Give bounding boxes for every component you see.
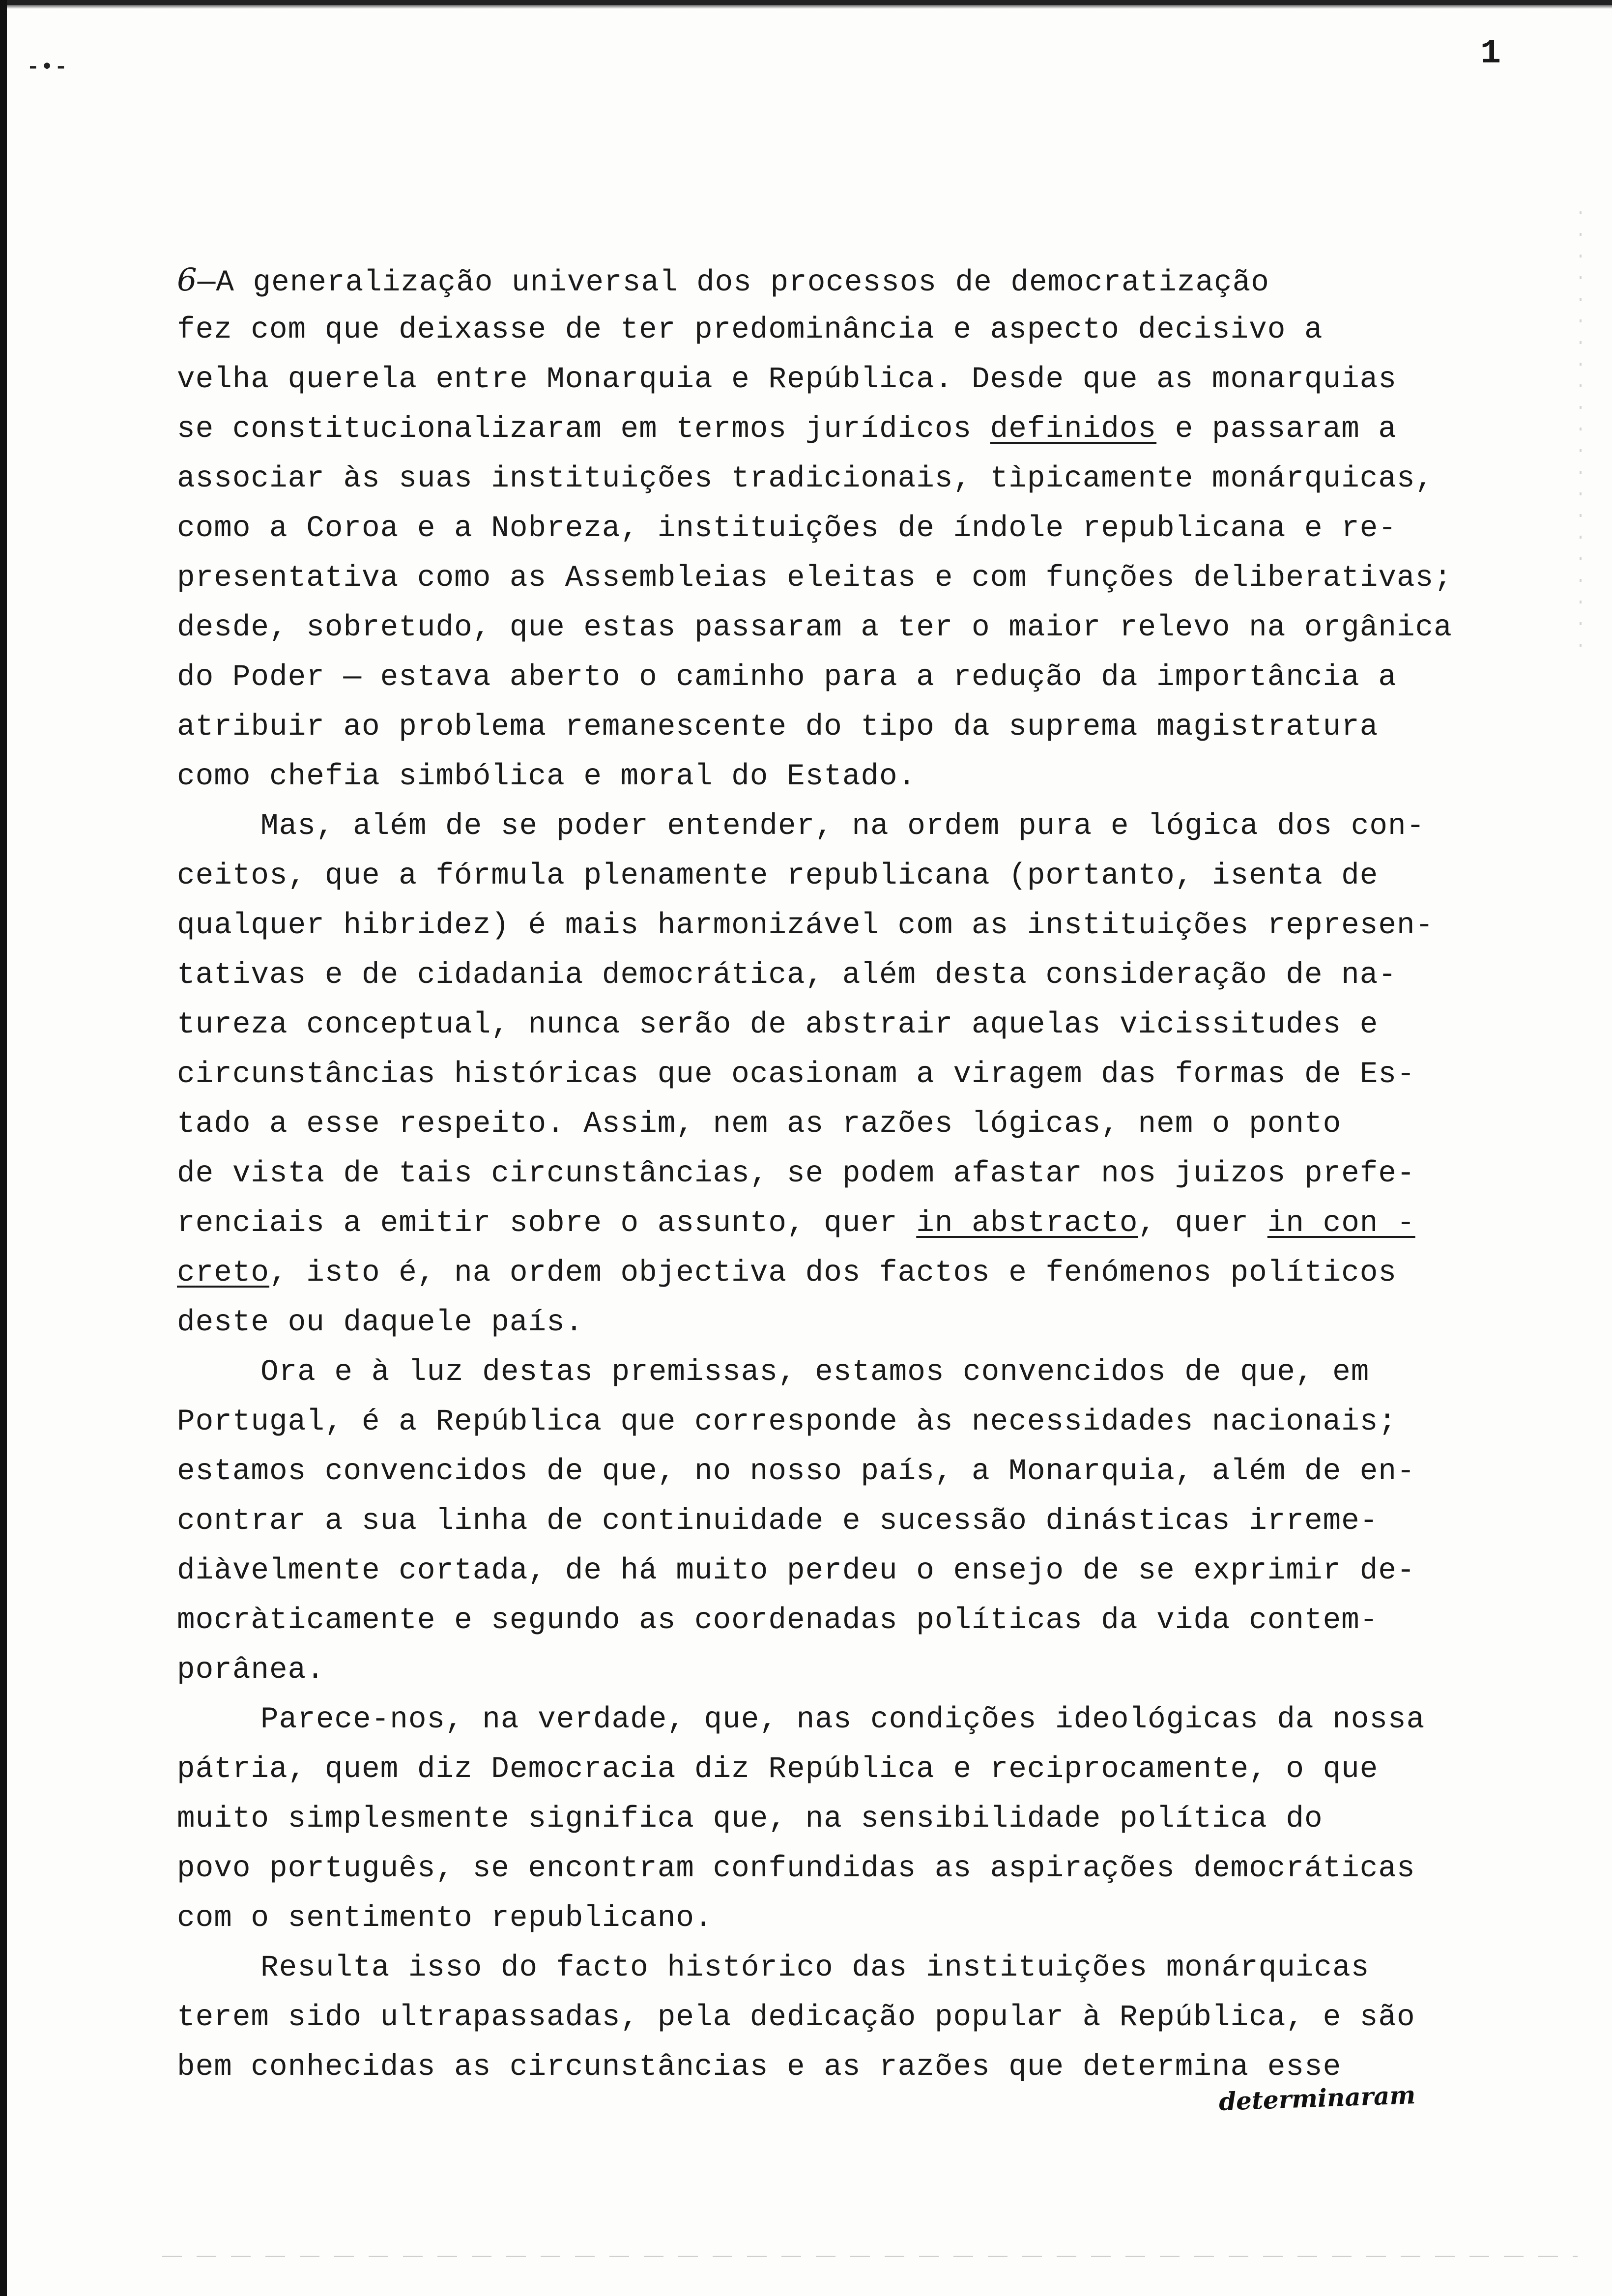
text-line: porânea. bbox=[177, 1653, 325, 1687]
text-line: terem sido ultrapassadas, pela dedicação popular à República, e são bbox=[177, 2001, 1415, 2035]
text-line: fez com que deixasse de ter predominância e aspecto decisivo a bbox=[177, 313, 1323, 347]
text-line: renciais a emitir sobre o assunto, quer in abstracto, quer in con - bbox=[177, 1206, 1415, 1240]
page-number: 1 bbox=[1480, 34, 1501, 73]
text-line: ceitos, que a fórmula plenamente republicana (portanto, isenta de bbox=[177, 859, 1379, 893]
scan-top-edge bbox=[0, 0, 1612, 5]
underlined-phrase: in con - bbox=[1267, 1206, 1415, 1240]
corner-mark: -•- bbox=[27, 55, 69, 80]
text-line: tativas e de cidadania democrática, além desta consideração de na- bbox=[177, 958, 1397, 992]
paragraph-2 bbox=[177, 802, 1573, 1348]
underlined-word: creto bbox=[177, 1256, 270, 1290]
paragraph-4 bbox=[177, 1695, 1573, 1943]
text-line: Mas, além de se poder entender, na ordem pura e lógica dos con- bbox=[260, 809, 1425, 843]
text-line: estamos convencidos de que, no nosso país, a Monarquia, além de en- bbox=[177, 1455, 1415, 1489]
text-line: circunstâncias históricas que ocasionam a viragem das formas de Es- bbox=[177, 1058, 1415, 1091]
text-line: creto, isto é, na ordem objectiva dos factos e fenómenos políticos bbox=[177, 1256, 1397, 1290]
text-line: contrar a sua linha de continuidade e sucessão dinásticas irreme- bbox=[177, 1504, 1379, 1538]
scan-bottom-marks bbox=[162, 2256, 1578, 2257]
text-line: 6—A generalização universal dos processos de democratização bbox=[177, 262, 1269, 300]
text-line: bem conhecidas as circunstâncias e as razões que determina esse bbox=[177, 2050, 1342, 2084]
text-line: associar às suas instituições tradicionais, tìpicamente monárquicas, bbox=[177, 462, 1434, 496]
text-line: com o sentimento republicano. bbox=[177, 1901, 713, 1935]
text-line: tureza conceptual, nunca serão de abstrair aquelas vicissitudes e bbox=[177, 1008, 1379, 1042]
scan-top-shadow bbox=[7, 5, 1612, 9]
text-line: Resulta isso do facto histórico das instituições monárquicas bbox=[260, 1951, 1370, 1985]
section-number: 6 bbox=[177, 262, 198, 298]
text-line: como a Coroa e a Nobreza, instituições de índole republicana e re- bbox=[177, 512, 1397, 545]
text-line: pátria, quem diz Democracia diz República e reciprocamente, o que bbox=[177, 1752, 1379, 1786]
paragraph-5 bbox=[177, 1943, 1573, 2092]
text-line: presentativa como as Assembleias eleitas e com funções deliberativas; bbox=[177, 561, 1452, 595]
text-line: desde, sobretudo, que estas passaram a ter o maior relevo na orgânica bbox=[177, 611, 1452, 645]
text-line: Parece-nos, na verdade, que, nas condições ideológicas da nossa bbox=[260, 1703, 1425, 1737]
text-line: de vista de tais circunstâncias, se podem afastar nos juizos prefe- bbox=[177, 1157, 1415, 1191]
text-line: povo português, se encontram confundidas as aspirações democráticas bbox=[177, 1852, 1415, 1886]
text-line: Ora e à luz destas premissas, estamos convencidos de que, em bbox=[260, 1355, 1370, 1389]
text-line: diàvelmente cortada, de há muito perdeu o ensejo de se exprimir de- bbox=[177, 1554, 1415, 1588]
text-line: deste ou daquele país. bbox=[177, 1306, 584, 1340]
text-line: atribuir ao problema remanescente do tipo da suprema magistratura bbox=[177, 710, 1379, 744]
text-line: do Poder — estava aberto o caminho para a redução da importância a bbox=[177, 660, 1397, 694]
paragraph-1 bbox=[177, 256, 1573, 802]
text-line: qualquer hibridez) é mais harmonizável com as instituições represen- bbox=[177, 909, 1434, 943]
text-line: Portugal, é a República que corresponde às necessidades nacionais; bbox=[177, 1405, 1397, 1439]
scan-specks bbox=[1580, 211, 1582, 654]
text-line: velha querela entre Monarquia e República. Desde que as monarquias bbox=[177, 363, 1397, 397]
underlined-word: definidos bbox=[990, 412, 1157, 446]
paragraph-3 bbox=[177, 1348, 1573, 1695]
text-line: tado a esse respeito. Assim, nem as razões lógicas, nem o ponto bbox=[177, 1107, 1342, 1141]
text-line: mocràticamente e segundo as coordenadas políticas da vida contem- bbox=[177, 1604, 1379, 1637]
text-line: se constitucionalizaram em termos jurídicos definidos e passaram a bbox=[177, 412, 1397, 446]
body-text bbox=[177, 256, 1573, 2092]
underlined-phrase: in abstracto bbox=[916, 1206, 1138, 1240]
handwritten-correction: determinaram bbox=[1218, 2080, 1416, 2116]
scan-left-edge bbox=[0, 0, 7, 2296]
text-line: muito simplesmente significa que, na sensibilidade política do bbox=[177, 1802, 1323, 1836]
text-line: como chefia simbólica e moral do Estado. bbox=[177, 760, 917, 794]
